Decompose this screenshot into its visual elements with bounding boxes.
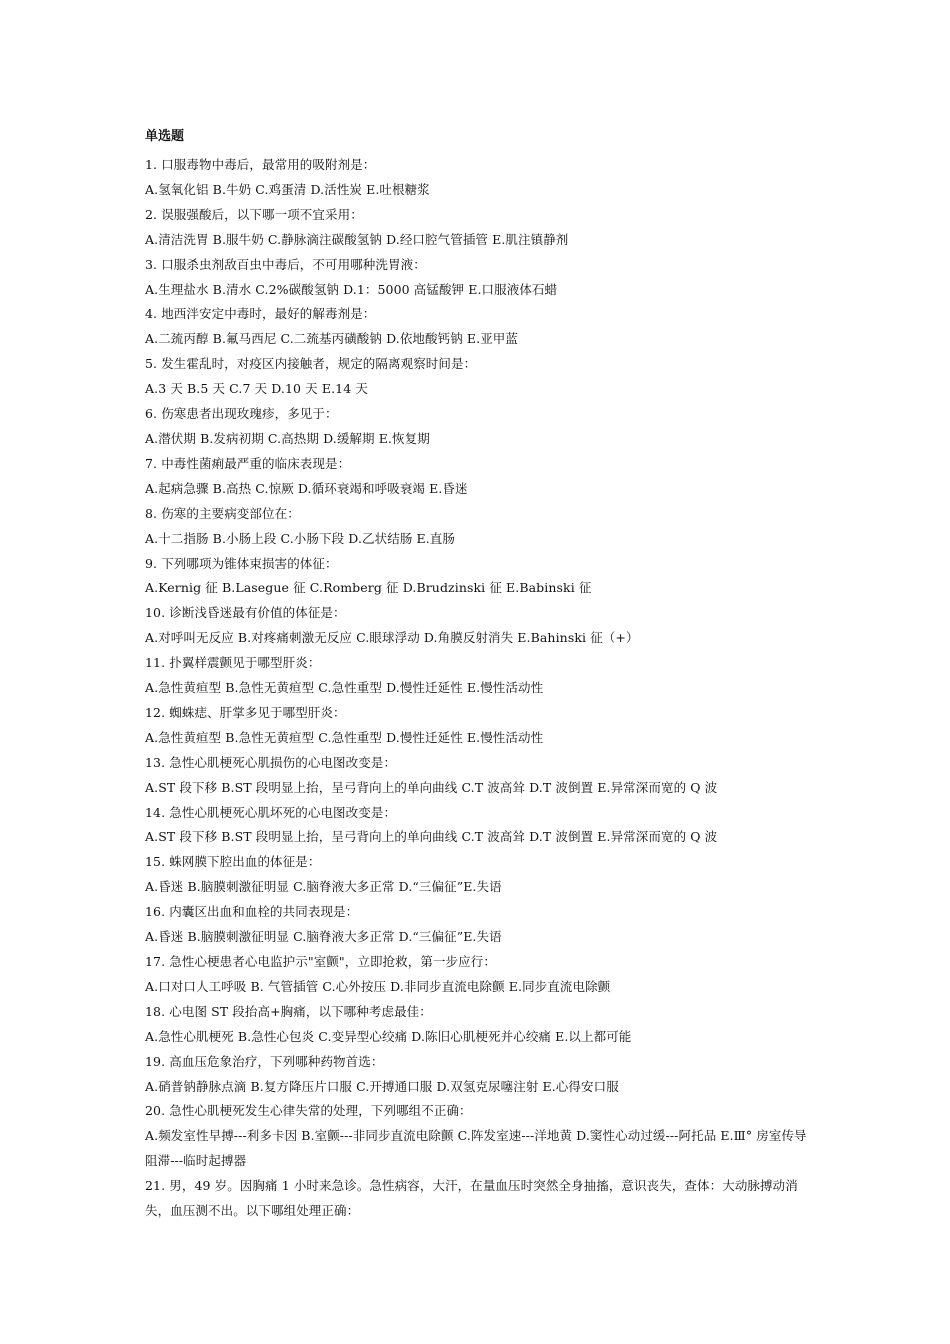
question-list	[145, 153, 815, 1224]
answer-options: A.急性黄疸型 B.急性无黄疸型 C.急性重型 D.慢性迁延性 E.慢性活动性	[145, 680, 544, 696]
document-page	[145, 128, 815, 1224]
answer-options: A.对呼叫无反应 B.对疼痛刺激无反应 C.眼球浮动 D.角膜反射消失 E.Bahinski 征（+）	[145, 630, 639, 646]
answer-options: A.清洁洗胃 B.服牛奶 C.静脉滴注碳酸氢钠 D.经口腔气管插管 E.肌注镇静剂	[145, 231, 569, 247]
question-stem: 21. 男，49 岁。因胸痛 1 小时来急诊。急性病容，大汗，在量血压时突然全身抽搐，意识丧失，查体：大动脉搏动消失，血压测不出。以下哪组处理正确：	[145, 1178, 798, 1219]
answer-options: A.潜伏期 B.发病初期 C.高热期 D.缓解期 E.恢复期	[145, 430, 430, 446]
answer-options: A.二巯丙醇 B.氟马西尼 C.二巯基丙磺酸钠 D.依地酸钙钠 E.亚甲蓝	[145, 331, 518, 347]
answer-options: A.十二指肠 B.小肠上段 C.小肠下段 D.乙状结肠 E.直肠	[145, 530, 455, 546]
answer-options: A.急性心肌梗死 B.急性心包炎 C.变异型心绞痛 D.陈旧心肌梗死并心绞痛 E.以上都可能	[145, 1028, 632, 1044]
question-stem: 15. 蛛网膜下腔出血的体征是：	[145, 854, 321, 870]
answer-options: A.起病急骤 B.高热 C.惊厥 D.循环衰竭和呼吸衰竭 E.昏迷	[145, 480, 468, 496]
answer-options: A.昏迷 B.脑膜刺激征明显 C.脑脊液大多正常 D.“三偏征”E.失语	[145, 879, 502, 895]
answer-options: A.昏迷 B.脑膜刺激征明显 C.脑脊液大多正常 D.“三偏征”E.失语	[145, 929, 502, 945]
question-stem: 14. 急性心肌梗死心肌坏死的心电图改变是：	[145, 804, 397, 820]
question-stem: 16. 内囊区出血和血栓的共同表现是：	[145, 904, 359, 920]
answer-options: A.3 天 B.5 天 C.7 天 D.10 天 E.14 天	[145, 381, 368, 397]
question-stem: 20. 急性心肌梗死发生心律失常的处理，下列哪组不正确：	[145, 1103, 472, 1119]
answer-options: A.ST 段下移 B.ST 段明显上抬，呈弓背向上的单向曲线 C.T 波高耸 D.T 波倒置 E.异常深而宽的 Q 波	[145, 829, 718, 845]
question-stem: 17. 急性心梗患者心电监护示"室颤"，立即抢救，第一步应行：	[145, 954, 496, 969]
question-stem: 1. 口服毒物中毒后，最常用的吸附剂是：	[145, 157, 376, 172]
question-stem: 2. 误服强酸后，以下哪一项不宜采用：	[145, 206, 363, 222]
question-stem: 6. 伤寒患者出现玫瑰疹，多见于：	[145, 406, 338, 422]
question-stem: 7. 中毒性菌痢最严重的临床表现是：	[145, 455, 351, 471]
question-stem: 5. 发生霍乱时，对疫区内接触者，规定的隔离观察时间是：	[145, 356, 477, 372]
answer-options: A.急性黄疸型 B.急性无黄疸型 C.急性重型 D.慢性迁延性 E.慢性活动性	[145, 729, 544, 745]
question-stem: 10. 诊断浅昏迷最有价值的体征是：	[145, 605, 346, 621]
answer-options: A.氢氧化铝 B.牛奶 C.鸡蛋清 D.活性炭 E.吐根糖浆	[145, 181, 430, 197]
question-stem: 13. 急性心肌梗死心肌损伤的心电图改变是：	[145, 754, 397, 770]
question-stem: 9. 下列哪项为锥体束损害的体征：	[145, 555, 338, 571]
question-stem: 4. 地西泮安定中毒时，最好的解毒剂是：	[145, 306, 376, 322]
answer-options: A.Kernig 征 B.Lasegue 征 C.Romberg 征 D.Brudzinski 征 E.Babinski 征	[145, 580, 592, 596]
question-stem: 3. 口服杀虫剂敌百虫中毒后，不可用哪种洗胃液：	[145, 256, 426, 272]
answer-options: A.口对口人工呼吸 B. 气管插管 C.心外按压 D.非同步直流电除颤 E.同步直流电除颤	[145, 978, 611, 994]
question-stem: 18. 心电图 ST 段抬高+胸痛，以下哪种考虑最佳：	[145, 1003, 432, 1019]
question-stem: 8. 伤寒的主要病变部位在：	[145, 505, 300, 521]
answer-options: A.生理盐水 B.清水 C.2%碳酸氢钠 D.1：5000 高锰酸钾 E.口服液体石蜡	[145, 281, 558, 297]
section-title: 单选题	[145, 129, 185, 144]
answer-options: A.频发室性早搏---利多卡因 B.室颤---非同步直流电除颤 C.阵发室速---洋地黄 D.窦性心动过缓---阿托品 E.Ⅲ° 房室传导阻滞---临时起搏器	[145, 1128, 807, 1169]
answer-options: A.硝普钠静脉点滴 B.复方降压片口服 C.开搏通口服 D.双氢克尿噻注射 E.心得安口服	[145, 1078, 619, 1094]
answer-options: A.ST 段下移 B.ST 段明显上抬，呈弓背向上的单向曲线 C.T 波高耸 D.T 波倒置 E.异常深而宽的 Q 波	[145, 779, 718, 795]
question-stem: 11. 扑翼样震颤见于哪型肝炎：	[145, 655, 321, 671]
question-stem: 19. 高血压危象治疗，下列哪种药物首选：	[145, 1053, 384, 1069]
question-stem: 12. 蜘蛛痣、肝掌多见于哪型肝炎：	[145, 704, 346, 720]
